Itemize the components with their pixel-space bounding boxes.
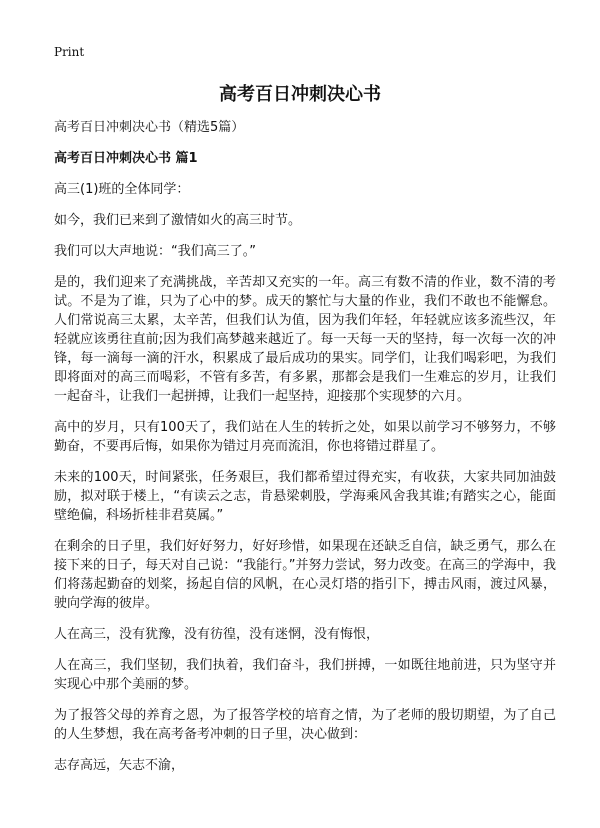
paragraph: 人在高三，我们坚韧，我们执着，我们奋斗，我们拼搏，一如既往地前进，只为坚守并实现心中那个美丽的梦。 (54, 658, 556, 692)
section-heading: 高考百日冲刺决心书 篇1 (54, 151, 198, 166)
paragraph: 高中的岁月，只有100天了，我们站在人生的转折之处，如果以前学习不够努力，不够勤奋，不要再后悔，如果你为错过月亮而流泪，你也将错过群星了。 (54, 420, 556, 454)
paragraph: 在剩余的日子里，我们好好努力，好好珍惜，如果现在还缺乏自信，缺乏勇气，那么在接下来的日子，每天对自己说：“我能行。”并努力尝试，努力改变。在高三的学海中，我们将荡起勤奋的划桨，扬起自信的风帆，在心灵灯塔的指引下，搏击风雨，渡过风暴，驶向学海的彼岸。 (54, 539, 556, 611)
print-link[interactable]: Print (54, 45, 85, 59)
paragraph: 为了报答父母的养育之恩，为了报答学校的培育之情，为了老师的殷切期望，为了自己的人生梦想，我在高考备考冲刺的日子里，决心做到： (54, 708, 556, 742)
paragraph: 人在高三，没有犹豫，没有彷徨，没有迷惘，没有悔恨， (54, 627, 380, 642)
document-subtitle: 高考百日冲刺决心书（精选5篇） (54, 120, 245, 135)
page-title: 高考百日冲刺决心书 (219, 84, 381, 105)
paragraph: 未来的100天，时间紧张，任务艰巨，我们都希望过得充实，有收获，大家共同加油鼓励，拟对联于楼上，“有读云之志，肯悬梁刺股，学海乘风舍我其谁;有踏实之心，能面壁绝偏，科场折桂非君莫属。” (54, 470, 556, 523)
paragraph: 如今，我们已来到了激情如火的高三时节。 (54, 213, 302, 228)
paragraph: 志存高远，矢志不渝， (54, 758, 185, 773)
paragraph-salutation: 高三(1)班的全体同学： (54, 182, 190, 197)
document-body (54, 118, 556, 787)
paragraph: 是的，我们迎来了充满挑战，辛苦却又充实的一年。高三有数不清的作业，数不清的考试。不是为了谁，只为了心中的梦。成天的繁忙与大量的作业，我们不敢也不能懈怠。人们常说高三太累，太辛苦，但我们认为值，因为我们年轻，年轻就应该多流些汉，年轻就应该勇往直前;因为我们高梦越来越近了。每一天每一天的坚持，每一次每一次的冲锋，每一滴每一滴的汗水，积累成了最后成功的果实。同学们，让我们喝彩吧，为我们即将面对的高三而喝彩，不管有多苦，有多累，那都会是我们一生难忘的岁月，让我们一起奋斗，让我们一起拼搏，让我们一起坚持，迎接那个实现梦的六月。 (54, 275, 556, 404)
paragraph: 我们可以大声地说：“我们高三了。” (54, 244, 256, 259)
